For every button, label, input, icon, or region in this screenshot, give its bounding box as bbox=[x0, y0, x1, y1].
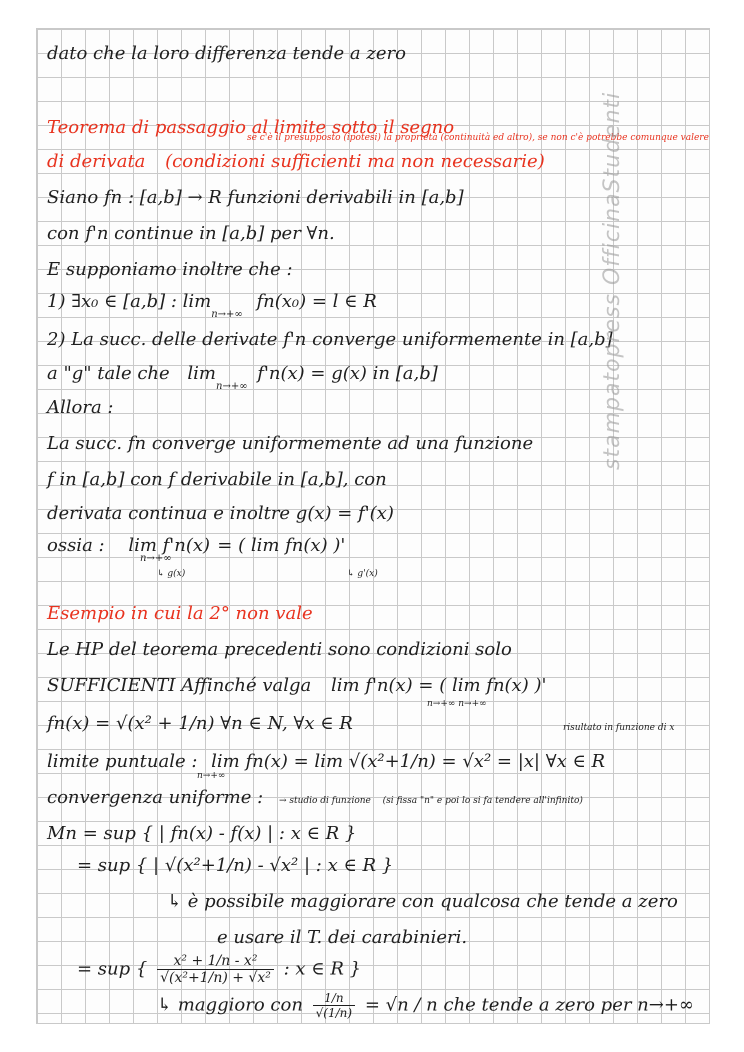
uniform-convergence bbox=[47, 787, 699, 808]
example-function: fn(x) = √(x² + 1/n) ∀n ∈ N, ∀x ∈ R bbox=[47, 713, 353, 734]
hypothesis-2c-a: a "g" tale che bbox=[47, 363, 170, 384]
pointwise-limit-label: limite puntuale : bbox=[47, 751, 198, 772]
example-line-1: Le HP del teorema precedenti sono condizioni solo bbox=[47, 639, 512, 660]
thesis-formula-right: = ( lim fn(x) )' bbox=[217, 535, 346, 556]
mn-definition: Mn = sup { | fn(x) - f(x) | : x ∈ R } bbox=[47, 823, 357, 844]
mn-step-2-den: √(x²+1/n) + √x² bbox=[160, 970, 271, 986]
mn-step-3b: = √n / n che tende a zero per n→+∞ bbox=[364, 994, 694, 1016]
text-line-4: Siano fn : [a,b] → R funzioni derivabili in [a,b] bbox=[47, 187, 464, 208]
watermark: stampatopress OfficinaStudenti bbox=[600, 91, 625, 470]
thesis-formula-under-2: ↳ g'(x) bbox=[347, 569, 378, 579]
uniform-convergence-label: convergenza uniforme : bbox=[47, 787, 264, 808]
example-line-2 bbox=[47, 675, 699, 696]
example-line-2b: lim f'n(x) = ( lim fn(x) )' bbox=[331, 675, 547, 696]
example-line-2a: SUFFICIENTI Affinché valga bbox=[47, 675, 312, 696]
mn-step-2b: : x ∈ R } bbox=[283, 958, 362, 980]
hypothesis-1-sub: n→+∞ bbox=[211, 309, 243, 320]
mn-step-3-fraction bbox=[313, 991, 355, 1020]
mn-step-3-num: 1/n bbox=[313, 991, 355, 1006]
pointwise-limit-sub: n→+∞ bbox=[197, 771, 226, 781]
mn-step-3 bbox=[157, 991, 699, 1025]
hypothesis-2c-lim: lim bbox=[187, 363, 217, 384]
thesis-2: f in [a,b] con f derivabile in [a,b], con bbox=[47, 469, 387, 490]
pointwise-limit-formula: lim fn(x) = lim √(x²+1/n) = √x² = |x| ∀x ∈ R bbox=[211, 751, 606, 772]
mn-step-1: = sup { | √(x²+1/n) - √x² | : x ∈ R } bbox=[77, 855, 394, 876]
thesis-formula bbox=[47, 535, 699, 583]
thesis-formula-left-sub: n→+∞ bbox=[140, 553, 172, 564]
example-function-note: risultato in funzione di x bbox=[563, 723, 675, 733]
mn-step-3-den: √(1/n) bbox=[315, 1006, 353, 1020]
theorem-title: Teorema di passaggio al limite sotto il segno bbox=[47, 117, 455, 138]
text-line-5: con f'n continue in [a,b] per ∀n. bbox=[47, 223, 335, 244]
hypothesis-1a: 1) ∃x₀ ∈ [a,b] : lim bbox=[47, 291, 212, 312]
hypothesis-2c-sub: n→+∞ bbox=[216, 381, 248, 392]
hypothesis-1b: fn(x₀) = l ∈ R bbox=[256, 291, 377, 312]
thesis-formula-left: lim f'n(x) bbox=[128, 535, 211, 556]
theorem-note: se c'è il presupposto (ipotesi) la proprietà (continuità ed altro), se non c'è potrebbe comunque valere bbox=[247, 133, 709, 143]
thesis-3: derivata continua e inoltre g(x) = f'(x) bbox=[47, 503, 394, 524]
thesis-formula-label: ossia : bbox=[47, 535, 105, 556]
hypothesis-2: 2) La succ. delle derivate f'n converge uniformemente in [a,b] bbox=[47, 329, 613, 350]
mn-step-2a: = sup { bbox=[77, 958, 148, 980]
text-line-1: dato che la loro differenza tende a zero bbox=[47, 43, 406, 64]
thesis-1: La succ. fn converge uniformemente ad una funzione bbox=[47, 433, 534, 454]
hypothesis-2c-b: f'n(x) = g(x) in [a,b] bbox=[257, 363, 438, 384]
theorem-conditions: (condizioni sufficienti ma non necessarie) bbox=[165, 151, 545, 172]
example-line-2-sub: n→+∞ n→+∞ bbox=[427, 699, 487, 709]
thesis-formula-under-1: ↳ g(x) bbox=[157, 569, 186, 579]
text-line-allora: Allora : bbox=[47, 397, 114, 418]
mn-step-2-num: x² + 1/n - x² bbox=[157, 953, 274, 970]
uniform-convergence-note: → studio di funzione bbox=[278, 796, 371, 806]
mn-remark-1: ↳ è possibile maggiorare con qualcosa che tende a zero bbox=[167, 891, 678, 912]
mn-step-3a: ↳ maggioro con bbox=[157, 994, 303, 1016]
theorem-title-2a: di derivata bbox=[47, 151, 146, 172]
mn-step-2-fraction bbox=[157, 953, 274, 986]
example-title: Esempio in cui la 2° non vale bbox=[47, 603, 313, 624]
mn-remark-2: e usare il T. dei carabinieri. bbox=[217, 927, 468, 948]
pointwise-limit bbox=[47, 751, 699, 772]
text-line-6: E supponiamo inoltre che : bbox=[47, 259, 293, 280]
uniform-convergence-note-2: (si fissa "n" e poi lo si fa tendere all'infinito) bbox=[382, 796, 583, 806]
